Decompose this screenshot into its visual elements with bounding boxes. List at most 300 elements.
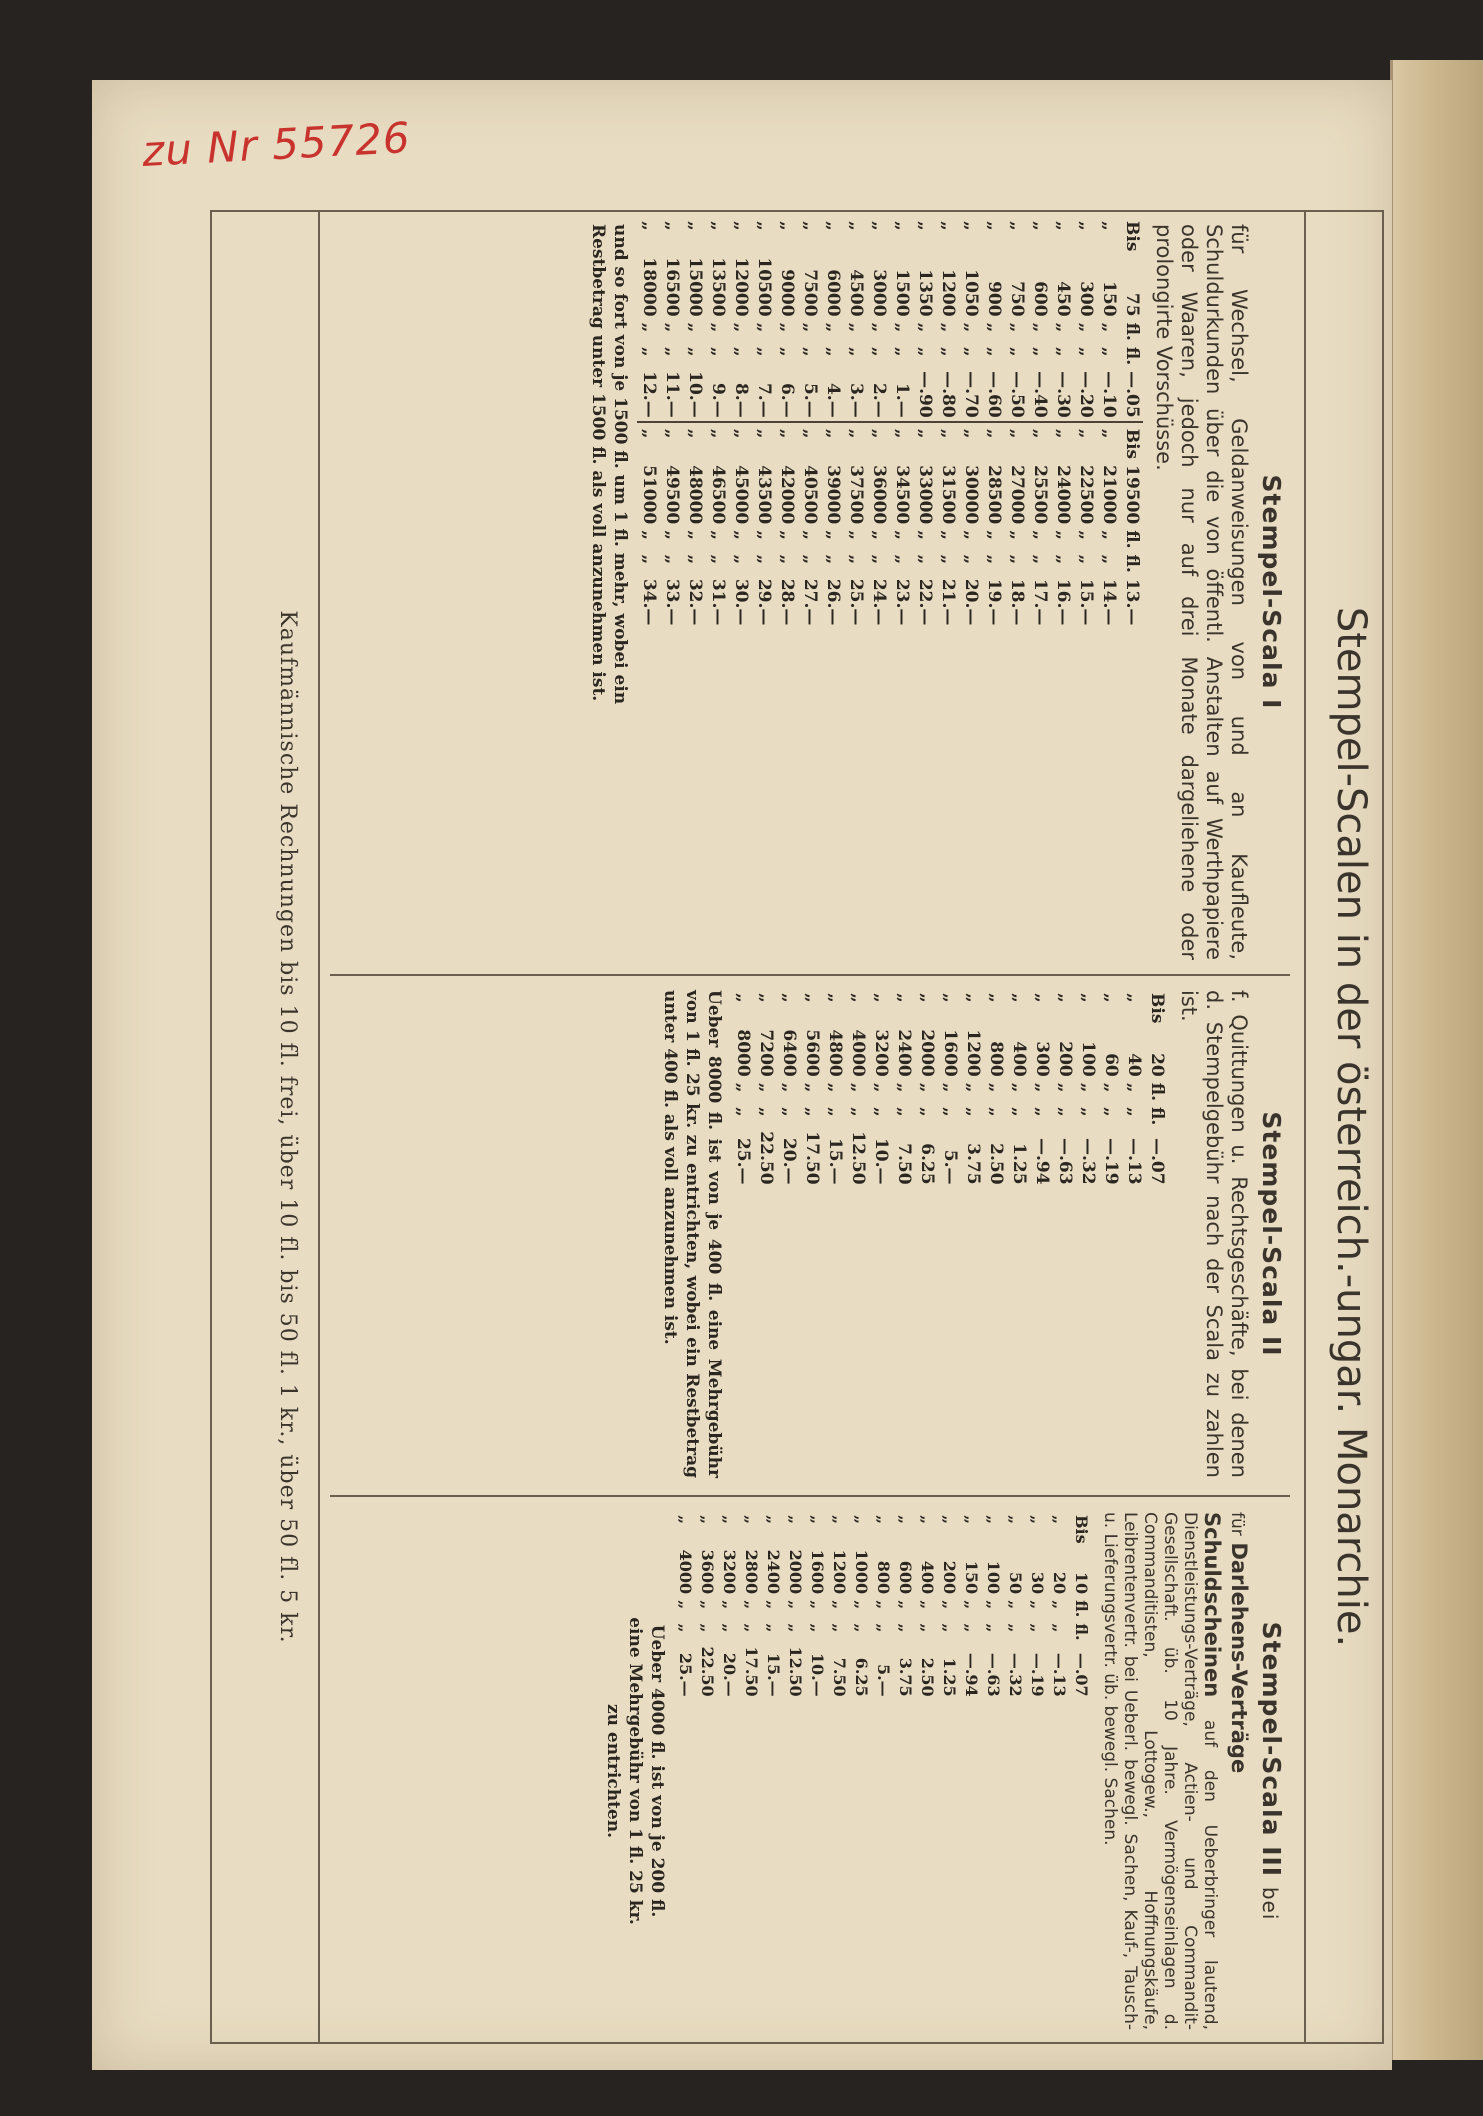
table-cell: Bis (1122, 221, 1142, 252)
table-cell: „ (1078, 993, 1098, 1003)
table-cell: 6.— (777, 382, 797, 418)
table-cell: „ (720, 1600, 739, 1610)
table-row (1120, 218, 1143, 628)
table-row (850, 1512, 872, 1700)
title-rule (1304, 212, 1306, 2042)
table-cell: 19.— (984, 578, 1004, 626)
table-row (1051, 218, 1074, 628)
table-cell: 7.— (754, 382, 774, 418)
table-cell: „ (1055, 993, 1075, 1003)
table-cell: „ (639, 554, 659, 565)
table-cell: „ (959, 422, 982, 462)
table-cell: „ (986, 1107, 1006, 1117)
table-cell: 25.— (846, 578, 866, 626)
table-cell: „ (1101, 993, 1121, 1003)
table-cell: „ (867, 422, 890, 462)
table-cell: „ (698, 1600, 717, 1610)
table-cell: 1350 (915, 269, 935, 317)
table-row (1076, 990, 1099, 1188)
table-row (892, 990, 915, 1188)
table-cell: „ (963, 1107, 983, 1117)
table-cell: „ (775, 422, 798, 462)
table-cell: „ (1124, 1082, 1144, 1093)
table-cell: „ (1009, 1082, 1029, 1093)
table-cell: „ (1055, 1082, 1075, 1093)
table-cell: 2.— (869, 382, 889, 418)
scale-1-section (330, 218, 1290, 966)
scale-1-table (637, 218, 1143, 628)
table-cell: „ (1076, 221, 1096, 231)
table-cell: „ (683, 422, 706, 462)
table-row (706, 218, 729, 628)
scale-2-heading: Stempel-Scala II (1257, 1111, 1286, 1357)
scale-3-desc-bold: Darlehens-Verträge (1227, 1542, 1251, 1774)
table-cell: Bis (1072, 1515, 1091, 1544)
table-cell: 21000 (1099, 465, 1119, 525)
table-cell: „ (871, 1082, 891, 1093)
table-row (1097, 218, 1120, 628)
table-cell: „ (779, 1082, 799, 1093)
table-cell: 9000 (777, 269, 797, 317)
table-cell: „ (825, 1082, 845, 1093)
table-cell: 8000 (733, 1029, 753, 1077)
table-cell: „ (777, 221, 797, 231)
table-cell: „ (662, 346, 682, 357)
table-cell: 37500 (846, 465, 866, 525)
table-cell: „ (754, 346, 774, 357)
table-cell: „ (800, 554, 820, 565)
table-cell: „ (961, 554, 981, 565)
column-divider-1 (330, 974, 1290, 976)
table-cell: „ (918, 1515, 937, 1525)
table-cell: —.70 (961, 371, 981, 418)
table-cell: „ (639, 322, 659, 333)
table-cell: „ (1050, 1600, 1069, 1610)
table-cell: „ (756, 1082, 776, 1093)
table-cell: 5.— (800, 382, 820, 418)
table-cell: „ (742, 1600, 761, 1610)
table-cell: „ (963, 1082, 983, 1093)
table-cell: „ (1076, 346, 1096, 357)
table-cell: 26.— (823, 578, 843, 626)
table-cell: „ (731, 554, 751, 565)
table-cell: 34500 (892, 465, 912, 525)
table-cell: „ (1009, 1107, 1029, 1117)
table-cell: „ (777, 322, 797, 333)
table-cell: 10.— (871, 1137, 891, 1185)
table-cell: „ (823, 554, 843, 565)
table-cell: 40 (1124, 1053, 1144, 1077)
table-cell: 14.— (1099, 578, 1119, 626)
table-cell: „ (825, 993, 845, 1003)
table-cell: „ (786, 1515, 805, 1525)
table-cell: „ (936, 422, 959, 462)
table-cell: „ (846, 346, 866, 357)
table-cell: —.63 (984, 1652, 1003, 1697)
table-cell: —.63 (1055, 1137, 1075, 1185)
table-cell: 1200 (830, 1549, 849, 1595)
table-cell: 1050 (961, 269, 981, 317)
table-cell: „ (1050, 1515, 1069, 1525)
table-cell: „ (852, 1600, 871, 1610)
table-cell: „ (940, 1600, 959, 1610)
table-cell: 34.— (639, 578, 659, 626)
table-cell: „ (1032, 1107, 1052, 1117)
table-cell: „ (938, 221, 958, 231)
table-row (1030, 990, 1053, 1188)
table-cell: „ (731, 322, 751, 333)
table-cell: 7500 (800, 269, 820, 317)
table-cell: „ (777, 554, 797, 565)
table-cell: „ (984, 322, 1004, 333)
table-cell: fl. (1072, 1600, 1091, 1618)
scale-1-description: für Wechsel, Geldanweisungen von und an Kaufleute, Schuldurkunden über die von öffentl. Anstalten auf Werthpapiere oder Waaren, jedoch nur auf drei Monate dargeliehene oder prolongirte Vorschüsse. (1152, 224, 1251, 960)
table-cell: 1.25 (940, 1657, 959, 1697)
table-cell: 4000 (676, 1549, 695, 1595)
table-row (894, 1512, 916, 1700)
table-cell: „ (823, 221, 843, 231)
table-cell: Bis (1120, 422, 1143, 462)
table-cell: 40500 (800, 465, 820, 525)
rotated-content (212, 212, 1382, 2042)
table-cell: 15000 (685, 257, 705, 317)
table-cell: „ (986, 993, 1006, 1003)
table-cell: 6.25 (852, 1657, 871, 1697)
table-cell: „ (846, 322, 866, 333)
book-page (92, 80, 1392, 2070)
table-cell: „ (1030, 221, 1050, 231)
table-cell: „ (676, 1600, 695, 1610)
table-cell: 4000 (848, 1029, 868, 1077)
table-cell: „ (869, 530, 889, 541)
table-cell: 9.— (708, 382, 728, 418)
table-cell: 51000 (639, 465, 659, 525)
table-cell: 1600 (940, 1029, 960, 1077)
table-cell: fl. (1122, 530, 1142, 549)
table-cell: 400 (1009, 1041, 1029, 1077)
table-cell: „ (685, 221, 705, 231)
table-cell: „ (986, 1082, 1006, 1093)
table-cell: 10 (1072, 1571, 1091, 1595)
table-cell: 28500 (984, 465, 1004, 525)
table-cell: 36000 (869, 465, 889, 525)
table-cell: 18000 (639, 257, 659, 317)
table-cell: „ (1028, 422, 1051, 462)
scale-3-desc-bold-2: Schuldscheinen (1200, 1512, 1224, 1698)
table-cell: 32.— (685, 578, 705, 626)
table-cell: —.32 (1006, 1652, 1025, 1697)
table-cell: „ (708, 530, 728, 541)
table-cell: 7.50 (894, 1143, 914, 1185)
table-cell: 2400 (894, 1029, 914, 1077)
scale-1-note-1: und so fort von je 1500 fl. um 1 fl. mehr, wobei ein (610, 224, 630, 705)
table-row (984, 990, 1007, 1188)
table-row (1074, 218, 1097, 628)
table-cell: 18.— (1007, 578, 1027, 626)
table-cell: „ (802, 1107, 822, 1117)
table-cell: „ (963, 993, 983, 1003)
scale-3-heading-row (1257, 1506, 1286, 2036)
table-cell: —.13 (1050, 1652, 1069, 1697)
table-cell: 3.75 (896, 1657, 915, 1697)
table-cell: „ (1053, 530, 1073, 541)
table-cell: 2.50 (986, 1143, 1006, 1185)
table-cell: —.40 (1030, 371, 1050, 418)
table-cell: „ (896, 1623, 915, 1633)
table-cell: „ (896, 1515, 915, 1525)
table-row (869, 990, 892, 1188)
table-cell: 33.— (662, 578, 682, 626)
table-cell: „ (984, 554, 1004, 565)
table-cell: 24.— (869, 578, 889, 626)
table-cell: 30000 (961, 465, 981, 525)
handwritten-shelfmark: zu Nr 55726 (140, 113, 412, 176)
table-cell: 4500 (846, 269, 866, 317)
table-cell: „ (1030, 554, 1050, 565)
table-cell: „ (779, 1107, 799, 1117)
book-cover-edge (1390, 60, 1483, 2060)
table-cell: 2000 (917, 1029, 937, 1077)
table-cell: 15.— (764, 1652, 783, 1697)
table-cell: „ (676, 1515, 695, 1525)
table-cell: fl. (1147, 1082, 1167, 1102)
table-cell: 800 (986, 1041, 1006, 1077)
table-cell: „ (1007, 322, 1027, 333)
scale-3-note-2: eine Mehrgebühr von 1 fl. 25 kr. (625, 1617, 645, 1925)
table-cell: „ (982, 422, 1005, 462)
table-cell: —.20 (1076, 371, 1096, 418)
table-cell: 200 (1055, 1041, 1075, 1077)
table-cell: „ (764, 1623, 783, 1633)
table-cell: „ (892, 346, 912, 357)
table-cell: —.05 (1122, 371, 1142, 418)
table-row (1122, 990, 1145, 1188)
table-cell: „ (940, 1515, 959, 1525)
table-cell: 25.— (676, 1652, 695, 1697)
table-cell: 900 (984, 281, 1004, 317)
table-cell: „ (915, 221, 935, 231)
table-cell: 1200 (938, 269, 958, 317)
table-cell: 300 (1032, 1041, 1052, 1077)
table-cell: „ (1101, 1107, 1121, 1117)
table-row (637, 218, 660, 628)
table-row (938, 990, 961, 1188)
table-cell: 12000 (731, 257, 751, 317)
table-cell: 7.50 (830, 1657, 849, 1697)
table-cell: 19500 (1122, 465, 1142, 525)
table-cell: 150 (962, 1560, 981, 1595)
table-cell: „ (852, 1515, 871, 1525)
table-cell: „ (1030, 346, 1050, 357)
table-cell: „ (754, 530, 774, 541)
table-cell: „ (1055, 1107, 1075, 1117)
table-cell: „ (1078, 1082, 1098, 1093)
table-cell: 29.— (754, 578, 774, 626)
table-cell: „ (706, 422, 729, 462)
table-cell: —.80 (938, 371, 958, 418)
table-row (729, 218, 752, 628)
table-cell: „ (961, 530, 981, 541)
table-cell: 22.50 (756, 1131, 776, 1185)
table-cell: 8.— (731, 382, 751, 418)
table-cell: „ (639, 221, 659, 231)
table-cell: „ (808, 1600, 827, 1610)
table-cell: „ (984, 1515, 1003, 1525)
table-cell: 11.— (662, 371, 682, 418)
table-cell: 3200 (720, 1549, 739, 1595)
table-cell: „ (846, 554, 866, 565)
table-cell: 800 (874, 1560, 893, 1595)
table-cell: 5.— (874, 1663, 893, 1697)
table-cell: „ (984, 1623, 1003, 1633)
table-cell: 23.— (892, 578, 912, 626)
table-cell: „ (639, 530, 659, 541)
table-cell: „ (1030, 322, 1050, 333)
table-cell: „ (733, 993, 753, 1003)
table-cell: „ (662, 322, 682, 333)
table-row (1007, 990, 1030, 1188)
table-cell: 2000 (786, 1549, 805, 1595)
table-cell: „ (940, 993, 960, 1003)
table-cell: 7200 (756, 1029, 776, 1077)
table-cell: —.07 (1072, 1652, 1091, 1697)
table-row (961, 990, 984, 1188)
table-cell: Bis (1147, 993, 1167, 1024)
table-cell: „ (1053, 221, 1073, 231)
table-cell: „ (915, 554, 935, 565)
table-cell: „ (1053, 554, 1073, 565)
table-row (674, 1512, 696, 1700)
table-cell: „ (800, 322, 820, 333)
table-cell: „ (1053, 346, 1073, 357)
table-row (823, 990, 846, 1188)
table-cell: 12.50 (786, 1646, 805, 1697)
table-cell: „ (917, 1107, 937, 1117)
table-cell: 22.— (915, 578, 935, 626)
table-cell: 1.25 (1009, 1143, 1029, 1185)
table-cell: „ (1101, 1082, 1121, 1093)
table-cell: „ (731, 530, 751, 541)
scale-3-lead-line (1224, 1512, 1251, 2030)
table-cell: 22500 (1076, 465, 1096, 525)
table-cell: „ (720, 1623, 739, 1633)
table-cell: „ (802, 993, 822, 1003)
table-cell: „ (1078, 1107, 1098, 1117)
table-cell: „ (823, 346, 843, 357)
table-cell: 39000 (823, 465, 843, 525)
table-cell: 3600 (698, 1549, 717, 1595)
table-cell: 25500 (1030, 465, 1050, 525)
table-cell: „ (938, 346, 958, 357)
table-cell: „ (1099, 530, 1119, 541)
table-cell: „ (918, 1623, 937, 1633)
table-cell: „ (1030, 530, 1050, 541)
table-row (867, 218, 890, 628)
table-cell: „ (1006, 1623, 1025, 1633)
table-cell: 25.— (733, 1137, 753, 1185)
table-cell: „ (1028, 1515, 1047, 1525)
table-cell: „ (962, 1623, 981, 1633)
table-cell: „ (729, 422, 752, 462)
table-cell: „ (1007, 346, 1027, 357)
table-cell: „ (869, 346, 889, 357)
table-cell: „ (1124, 1107, 1144, 1117)
table-cell: „ (917, 1082, 937, 1093)
table-cell: „ (733, 1107, 753, 1117)
table-cell: „ (890, 422, 913, 462)
table-cell: „ (823, 530, 843, 541)
table-row (800, 990, 823, 1188)
table-cell: „ (802, 1082, 822, 1093)
table-cell: 15.— (825, 1137, 845, 1185)
table-cell: fl. (1122, 346, 1142, 366)
table-cell: —.94 (1032, 1137, 1052, 1185)
table-cell: —.50 (1007, 371, 1027, 418)
table-cell: —.94 (962, 1652, 981, 1697)
table-cell: „ (756, 993, 776, 1003)
table-cell: „ (708, 221, 728, 231)
table-cell: 5.— (940, 1149, 960, 1185)
table-row (1048, 1512, 1070, 1700)
table-cell: 15.— (1076, 578, 1096, 626)
table-cell: „ (1076, 530, 1096, 541)
table-cell: —.10 (1099, 371, 1119, 418)
table-cell: „ (961, 346, 981, 357)
table-cell: 2.50 (918, 1657, 937, 1697)
table-row (784, 1512, 806, 1700)
column-divider-2 (330, 1495, 1290, 1497)
table-cell: „ (894, 1107, 914, 1117)
table-cell: „ (896, 1600, 915, 1610)
table-cell: „ (708, 346, 728, 357)
table-cell: „ (938, 554, 958, 565)
table-cell: 20 (1050, 1571, 1069, 1595)
table-cell: 1600 (808, 1549, 827, 1595)
table-cell: „ (1006, 1515, 1025, 1525)
table-row (1053, 990, 1076, 1188)
table-cell: „ (938, 530, 958, 541)
table-cell: 1200 (963, 1029, 983, 1077)
table-cell: „ (892, 322, 912, 333)
table-row (798, 218, 821, 628)
table-cell: 2800 (742, 1549, 761, 1595)
table-cell: 20.— (720, 1652, 739, 1697)
table-cell: 3.75 (963, 1143, 983, 1185)
table-cell: „ (708, 322, 728, 333)
table-cell: „ (1099, 554, 1119, 565)
table-cell: 17.50 (802, 1131, 822, 1185)
table-cell: „ (742, 1515, 761, 1525)
table-row (959, 218, 982, 628)
table-cell: 24000 (1053, 465, 1073, 525)
table-cell: 4.— (823, 382, 843, 418)
table-cell: „ (869, 221, 889, 231)
table-cell: „ (830, 1623, 849, 1633)
table-cell: 16.— (1053, 578, 1073, 626)
table-cell: „ (844, 422, 867, 462)
table-cell: „ (786, 1623, 805, 1633)
table-cell: „ (1051, 422, 1074, 462)
table-cell: 600 (1030, 281, 1050, 317)
table-row (731, 990, 754, 1188)
table-cell: fl. (1147, 1107, 1167, 1126)
footer-rule (318, 212, 320, 2042)
table-cell: „ (940, 1107, 960, 1117)
table-cell: „ (846, 530, 866, 541)
table-cell: „ (830, 1600, 849, 1610)
table-cell: „ (1032, 1082, 1052, 1093)
table-cell: 50 (1006, 1571, 1025, 1595)
